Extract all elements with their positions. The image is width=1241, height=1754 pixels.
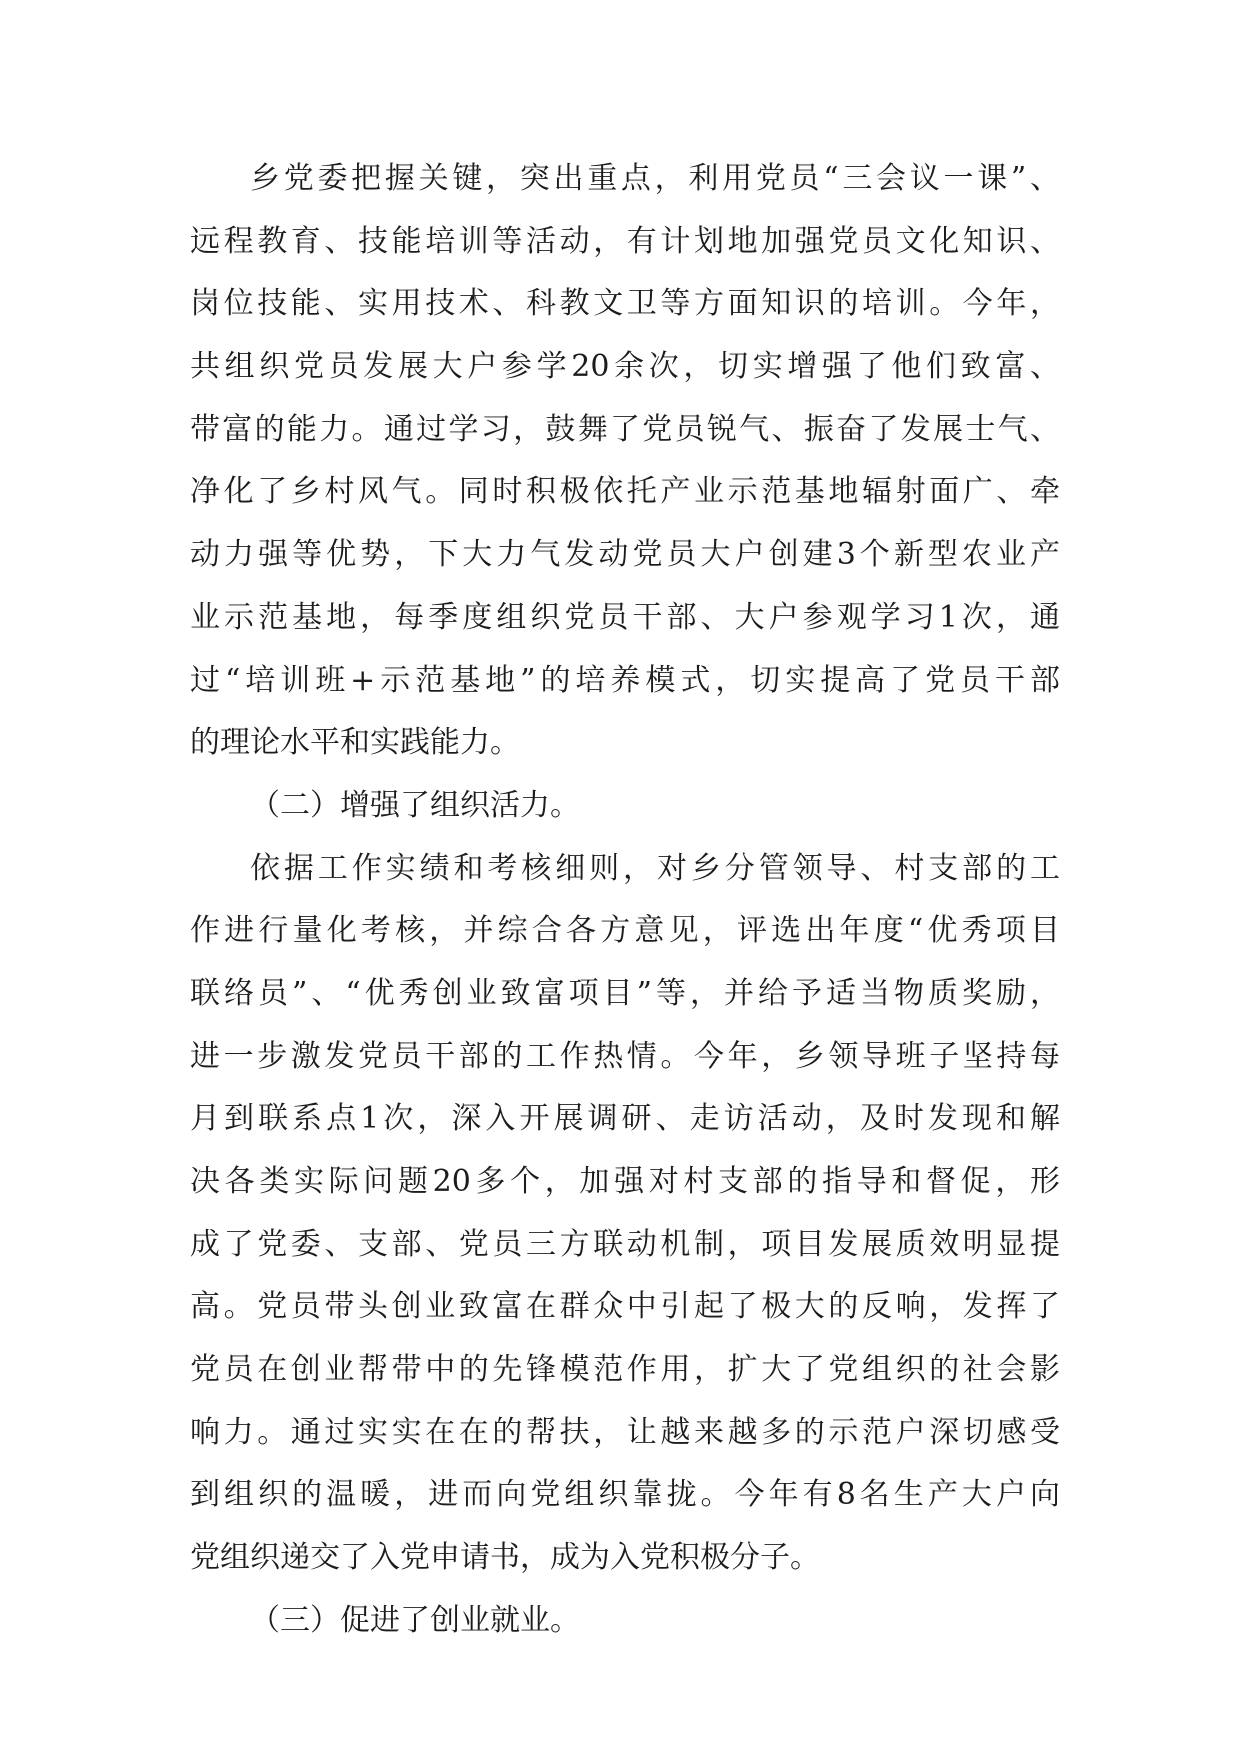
text-line: 乡党委把握关键，突出重点，利用党员“三会议一课”、 (250, 161, 1060, 196)
text-line: 进一步激发党员干部的工作热情。今年，乡领导班子坚持每 (190, 1038, 1060, 1074)
text-line: 业示范基地，每季度组织党员干部、大户参观学习1次，通 (190, 599, 1060, 635)
text-line: 依据工作实绩和考核细则，对乡分管领导、村支部的工 (250, 850, 1060, 886)
text-line: 动力强等优势，下大力气发动党员大户创建3个新型农业产 (190, 537, 1060, 573)
paragraph-organization-vitality (190, 838, 1060, 1590)
text-line: 共组织党员发展大户参学20余次，切实增强了他们致富、 (190, 349, 1060, 385)
text-line: 岗位技能、实用技术、科教文卫等方面知识的培训。今年， (190, 286, 1060, 322)
text-line: 党员在创业帮带中的先锋模范作用，扩大了党组织的社会影 (190, 1352, 1060, 1388)
text-line: 高。党员带头创业致富在群众中引起了极大的反响，发挥了 (190, 1289, 1060, 1325)
text-line: 过“培训班+示范基地”的培养模式，切实提高了党员干部 (190, 662, 1060, 698)
text-line: 响力。通过实实在在的帮扶，让越来越多的示范户深切感受 (190, 1414, 1060, 1450)
text-line: 成了党委、支部、党员三方联动机制，项目发展质效明显提 (190, 1226, 1060, 1262)
section-heading: （三）促进了创业就业。 (250, 1602, 580, 1638)
paragraph-training (190, 148, 1060, 775)
section-heading: （二）增强了组织活力。 (250, 787, 580, 823)
text-line: 联络员”、“优秀创业致富项目”等，并给予适当物质奖励， (190, 975, 1060, 1011)
text-line: 净化了乡村风气。同时积极依托产业示范基地辐射面广、牵 (190, 474, 1060, 510)
text-line: 带富的能力。通过学习，鼓舞了党员锐气、振奋了发展士气、 (190, 411, 1060, 447)
text-line: 月到联系点1次，深入开展调研、走访活动，及时发现和解 (190, 1101, 1060, 1137)
section-heading-3 (190, 1590, 1060, 1653)
text-line: 决各类实际问题20多个，加强对村支部的指导和督促，形 (190, 1164, 1060, 1199)
text-line: 的理论水平和实践能力。 (190, 725, 520, 761)
text-line: 作进行量化考核，并综合各方意见，评选出年度“优秀项目 (190, 913, 1060, 949)
text-line: 到组织的温暖，进而向党组织靠拢。今年有8名生产大户向 (190, 1477, 1060, 1513)
text-line: 党组织递交了入党申请书，成为入党积极分子。 (190, 1540, 820, 1576)
text-line: 远程教育、技能培训等活动，有计划地加强党员文化知识、 (190, 223, 1060, 259)
document-body (190, 148, 1060, 1653)
section-heading-2 (190, 775, 1060, 838)
